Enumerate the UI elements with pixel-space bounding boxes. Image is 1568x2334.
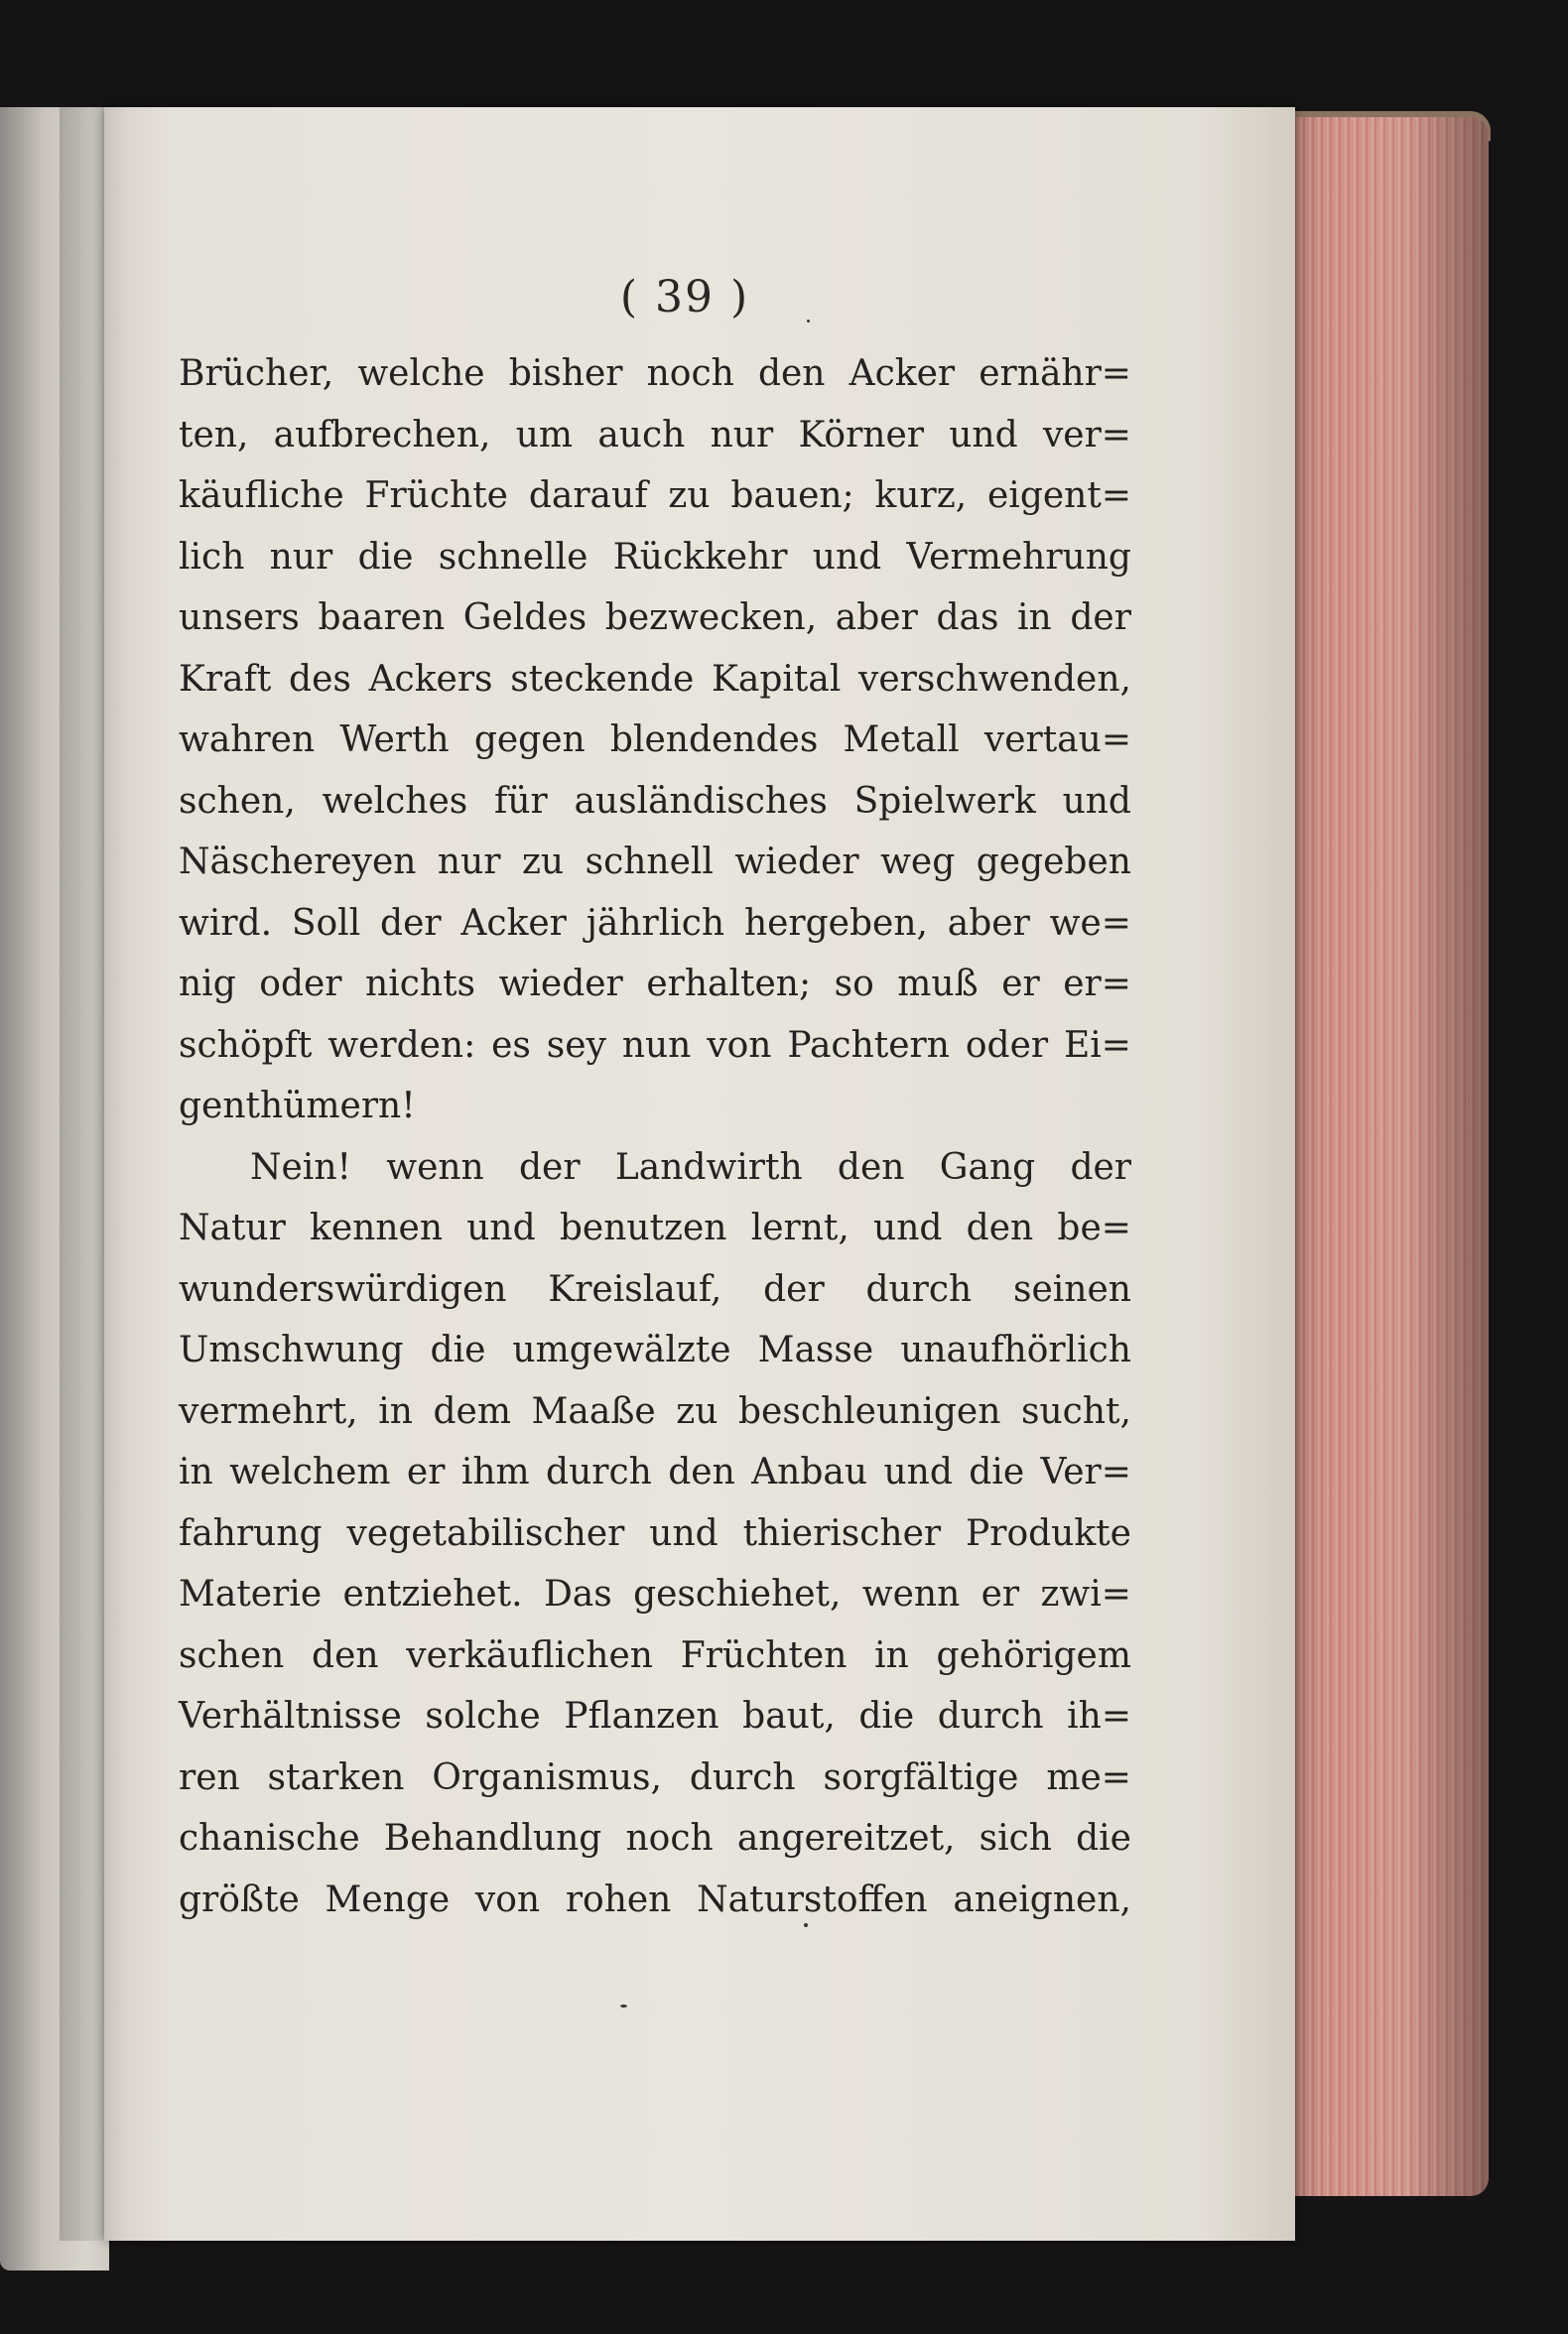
- book-page: [104, 107, 1295, 2241]
- text-line: Kraft des Ackers steckende Kapital verschwenden,: [179, 658, 1131, 700]
- gutter-shadow: [60, 107, 129, 2241]
- text-line: nig oder nichts wieder erhalten; so muß er er=: [179, 964, 1131, 1004]
- text-line: chanische Behandlung noch angereitzet, sich die: [179, 1818, 1131, 1859]
- text-line: ren starken Organismus, durch sorgfältige me=: [179, 1756, 1131, 1798]
- text-line: Umschwung die umgewälzte Masse unaufhörlich: [179, 1330, 1131, 1370]
- text-line: käufliche Früchte darauf zu bauen; kurz, eigent=: [179, 475, 1131, 516]
- text-line: lich nur die schnelle Rückkehr und Vermehrung: [179, 536, 1131, 578]
- text-line: Materie entziehet. Das geschiehet, wenn er zwi=: [179, 1574, 1131, 1615]
- text-line: fahrung vegetabilischer und thierischer Produkte: [179, 1512, 1131, 1554]
- text-line: Näschereyen nur zu schnell wieder weg gegeben: [179, 842, 1131, 882]
- paper-speck: [804, 1923, 808, 1927]
- text-line: vermehrt, in dem Maaße zu beschleunigen sucht,: [179, 1390, 1131, 1432]
- text-line: wahren Werth gegen blendendes Metall vertau=: [179, 719, 1131, 760]
- text-line: Brücher, welche bisher noch den Acker ernähr=: [179, 353, 1131, 394]
- text-line: Natur kennen und benutzen lernt, und den be=: [179, 1208, 1131, 1248]
- paper-speck: [807, 320, 810, 323]
- text-line: wird. Soll der Acker jährlich hergeben, aber we=: [179, 902, 1131, 944]
- page-text: [179, 343, 1131, 1930]
- paper-speck: [620, 2005, 627, 2008]
- text-line-paragraph-start: Nein! wenn der Landwirth den Gang der: [250, 1146, 1131, 1188]
- text-line: wunderswürdigen Kreislauf, der durch seinen: [179, 1268, 1131, 1310]
- text-line: genthümern!: [179, 1086, 416, 1126]
- text-line: unsers baaren Geldes bezwecken, aber das in der: [179, 597, 1131, 638]
- text-line: in welchem er ihm durch den Anbau und die Ver=: [179, 1452, 1131, 1492]
- text-line: Verhältnisse solche Pflanzen baut, die durch ih=: [179, 1696, 1131, 1737]
- text-line: ten, aufbrechen, um auch nur Körner und ver=: [179, 414, 1131, 455]
- text-line: schen den verkäuflichen Früchten in gehörigem: [179, 1634, 1131, 1676]
- page-number: ( 39 ): [619, 272, 750, 323]
- text-line: schöpft werden: es sey nun von Pachtern oder Ei=: [179, 1024, 1131, 1066]
- text-line: schen, welches für ausländisches Spielwerk und: [179, 780, 1131, 822]
- page-block-shade: [1280, 117, 1489, 2196]
- text-line: größte Menge von rohen Naturstoffen aneignen,: [179, 1879, 1131, 1920]
